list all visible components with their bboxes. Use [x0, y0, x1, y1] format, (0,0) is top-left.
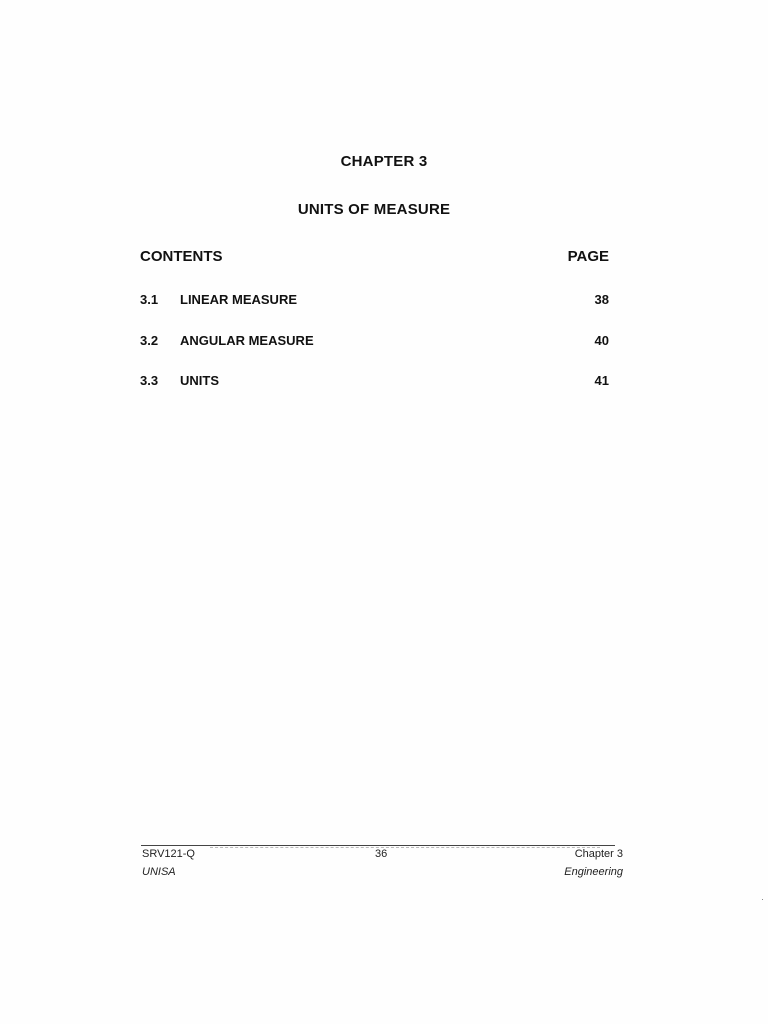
chapter-number: CHAPTER 3	[340, 153, 428, 170]
page-column-heading: PAGE	[567, 248, 609, 265]
footer-divider-shadow	[210, 847, 600, 848]
toc-entry-page: 38	[594, 292, 609, 307]
footer-department: Engineering	[564, 866, 623, 878]
toc-entry-title: UNITS	[180, 373, 219, 388]
toc-entry-page: 41	[594, 373, 609, 388]
toc-entry-title: ANGULAR MEASURE	[180, 333, 314, 348]
chapter-title: UNITS OF MEASURE	[297, 201, 451, 218]
contents-heading: CONTENTS	[140, 248, 223, 265]
toc-entry	[140, 373, 609, 391]
footer-chapter: Chapter 3	[574, 848, 623, 860]
footer-institution: UNISA	[142, 866, 176, 878]
footer-page-number: 36	[375, 848, 388, 860]
toc-entry-number: 3.2	[140, 333, 159, 348]
footer-course-code: SRV121-Q	[142, 848, 195, 860]
scan-artifact	[762, 899, 763, 900]
toc-entry-title: LINEAR MEASURE	[180, 292, 298, 307]
footer-divider	[141, 845, 615, 846]
toc-entry	[140, 292, 609, 310]
toc-entry-page: 40	[594, 333, 609, 348]
toc-entry-number: 3.1	[140, 292, 159, 307]
toc-entry-number: 3.3	[140, 373, 159, 388]
toc-entry	[140, 333, 609, 351]
